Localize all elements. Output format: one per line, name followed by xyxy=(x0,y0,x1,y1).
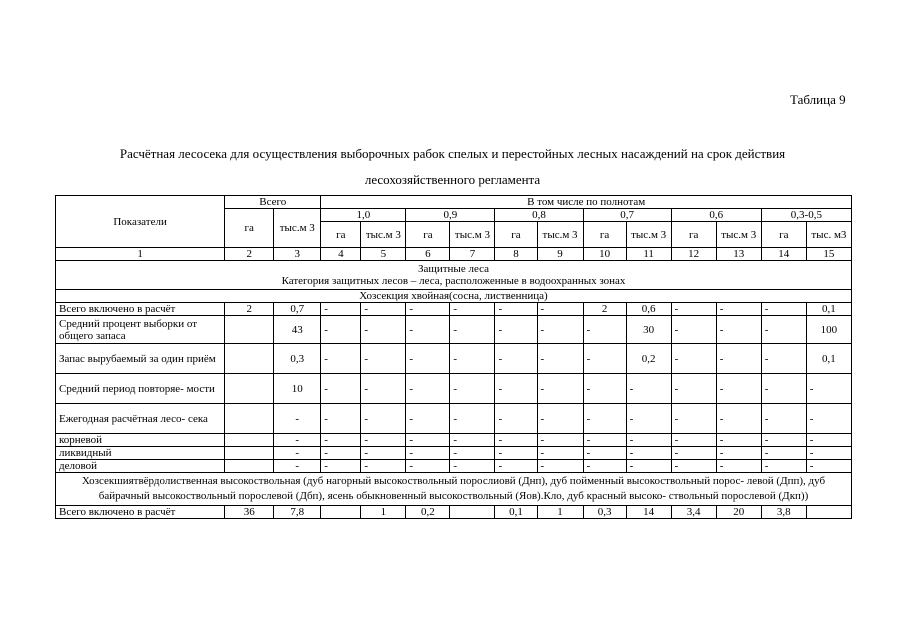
cell xyxy=(450,506,495,519)
cell: - xyxy=(321,344,361,374)
column-numbers-row xyxy=(56,248,852,261)
header-ha: га xyxy=(761,222,806,248)
cell: - xyxy=(583,447,626,460)
cell: - xyxy=(537,460,583,473)
col-number: 8 xyxy=(495,248,537,261)
table-number: Таблица 9 xyxy=(790,92,846,107)
header-density: 0,9 xyxy=(406,209,495,222)
col-number: 9 xyxy=(537,248,583,261)
cell xyxy=(225,434,274,447)
cell: - xyxy=(583,316,626,344)
cell: - xyxy=(450,344,495,374)
row-label: деловой xyxy=(56,460,225,473)
cell: - xyxy=(537,316,583,344)
cell: - xyxy=(495,344,537,374)
cell: - xyxy=(361,344,406,374)
section-category: Категория защитных лесов – леса, расположенные в водоохранных зонах xyxy=(281,275,626,287)
cell: - xyxy=(321,434,361,447)
cell: 0,3 xyxy=(583,506,626,519)
cell: - xyxy=(321,316,361,344)
cell: - xyxy=(761,434,806,447)
cell: - xyxy=(537,344,583,374)
cell: - xyxy=(671,404,716,434)
cell: - xyxy=(761,447,806,460)
cell xyxy=(225,344,274,374)
cell: - xyxy=(406,344,450,374)
cell: - xyxy=(450,303,495,316)
col-number: 11 xyxy=(626,248,671,261)
cell: 0,3 xyxy=(274,344,321,374)
row-label: Всего включено в расчёт xyxy=(56,506,225,519)
cell: - xyxy=(716,447,761,460)
header-volume: тыс. м3 xyxy=(806,222,851,248)
cell: - xyxy=(761,404,806,434)
cell: - xyxy=(671,303,716,316)
section-hardwood: Хозсекшиятвёрдолиственная высокоствольная (дуб нагорный высокоствольный порослиовй (Днп), дуб пойменный высокоствольный порос- левой (Дпп), дуб байрачный высокоствольный порослевой (Дбп), ясень обыкновенный высокоствольный (Яов).Кло, дуб красный высоко- ствольный порослевой (Дкп)) xyxy=(56,473,852,506)
cell: - xyxy=(406,303,450,316)
cell: - xyxy=(450,460,495,473)
cell: - xyxy=(806,404,851,434)
header-ha: га xyxy=(495,222,537,248)
header-ha: га xyxy=(321,222,361,248)
header-density: 0,7 xyxy=(583,209,671,222)
col-number: 4 xyxy=(321,248,361,261)
cell: - xyxy=(537,404,583,434)
cell: - xyxy=(274,460,321,473)
cell: 3,4 xyxy=(671,506,716,519)
cell: - xyxy=(806,434,851,447)
cell: - xyxy=(537,434,583,447)
cell: - xyxy=(806,460,851,473)
cell: - xyxy=(716,303,761,316)
cell: - xyxy=(716,460,761,473)
col-number: 12 xyxy=(671,248,716,261)
cell: - xyxy=(495,460,537,473)
hardwood-rows xyxy=(56,506,852,519)
header-volume: тыс.м 3 xyxy=(537,222,583,248)
header-indicators: Показатели xyxy=(56,196,225,248)
header-total-ha: га xyxy=(225,209,274,248)
cell: 100 xyxy=(806,316,851,344)
cell: - xyxy=(361,374,406,404)
cell: - xyxy=(716,316,761,344)
cell: 0,2 xyxy=(406,506,450,519)
cell: - xyxy=(321,303,361,316)
cell: - xyxy=(761,316,806,344)
cell: - xyxy=(450,374,495,404)
table-row xyxy=(56,344,852,374)
cell xyxy=(225,447,274,460)
cell: - xyxy=(761,374,806,404)
cell: - xyxy=(321,404,361,434)
cell: 7,8 xyxy=(274,506,321,519)
cell: - xyxy=(583,404,626,434)
cell: - xyxy=(495,374,537,404)
cell: - xyxy=(321,460,361,473)
cell: - xyxy=(671,434,716,447)
cell xyxy=(225,316,274,344)
cell: - xyxy=(537,447,583,460)
table-title-continued: лесохозяйственного регламента xyxy=(364,172,541,187)
cell: - xyxy=(716,344,761,374)
cell: 43 xyxy=(274,316,321,344)
cell: - xyxy=(671,447,716,460)
col-number: 1 xyxy=(56,248,225,261)
cell: - xyxy=(361,447,406,460)
cell: 10 xyxy=(274,374,321,404)
row-label: Всего включено в расчёт xyxy=(56,303,225,316)
cell xyxy=(225,374,274,404)
cell: - xyxy=(495,303,537,316)
cell: - xyxy=(406,434,450,447)
table-row xyxy=(56,404,852,434)
table-row xyxy=(56,460,852,473)
header-density: 0,6 xyxy=(671,209,761,222)
table-row xyxy=(56,506,852,519)
cell: - xyxy=(761,460,806,473)
table-row xyxy=(56,303,852,316)
row-label: Средний период повторяе- мости xyxy=(56,374,225,404)
cell: 0,6 xyxy=(626,303,671,316)
cell: - xyxy=(361,434,406,447)
row-label: корневой xyxy=(56,434,225,447)
cell: 0,2 xyxy=(626,344,671,374)
cell: 36 xyxy=(225,506,274,519)
cell: 20 xyxy=(716,506,761,519)
cell: - xyxy=(406,460,450,473)
row-label: Запас вырубаемый за один приём xyxy=(56,344,225,374)
col-number: 10 xyxy=(583,248,626,261)
col-number: 5 xyxy=(361,248,406,261)
cell: - xyxy=(406,374,450,404)
cell: - xyxy=(537,374,583,404)
cell: - xyxy=(761,303,806,316)
cell: 3,8 xyxy=(761,506,806,519)
section-protective-forests xyxy=(56,261,852,290)
cell: - xyxy=(626,374,671,404)
row-label: Средний процент выборки от общего запаса xyxy=(56,316,225,344)
cell: - xyxy=(626,447,671,460)
section-coniferous: Хозсекция хвойная(сосна, лиственница) xyxy=(56,290,852,303)
cell: 1 xyxy=(537,506,583,519)
header-incl-by-density: В том числе по полнотам xyxy=(321,196,852,209)
allowable-cut-table xyxy=(55,195,852,519)
cell: - xyxy=(361,460,406,473)
cell: - xyxy=(274,447,321,460)
col-number: 13 xyxy=(716,248,761,261)
cell: - xyxy=(716,374,761,404)
cell: - xyxy=(583,460,626,473)
header-volume: тыс.м 3 xyxy=(626,222,671,248)
cell: - xyxy=(495,404,537,434)
header-volume: тыс.м 3 xyxy=(361,222,406,248)
cell: - xyxy=(583,374,626,404)
cell: - xyxy=(450,404,495,434)
header-density: 0,8 xyxy=(495,209,583,222)
table-row xyxy=(56,434,852,447)
cell: - xyxy=(671,374,716,404)
cell: - xyxy=(671,344,716,374)
cell: - xyxy=(321,447,361,460)
header-density: 0,3-0,5 xyxy=(761,209,851,222)
table-row xyxy=(56,374,852,404)
cell: - xyxy=(671,460,716,473)
cell: - xyxy=(806,447,851,460)
cell: - xyxy=(406,404,450,434)
header-ha: га xyxy=(671,222,716,248)
header-volume: тыс.м 3 xyxy=(450,222,495,248)
header-volume: тыс.м 3 xyxy=(716,222,761,248)
table-row xyxy=(56,447,852,460)
cell: 1 xyxy=(361,506,406,519)
col-number: 7 xyxy=(450,248,495,261)
cell: - xyxy=(537,303,583,316)
cell: - xyxy=(406,447,450,460)
cell: - xyxy=(274,404,321,434)
cell: - xyxy=(361,316,406,344)
row-label: Ежегодная расчётная лесо- сека xyxy=(56,404,225,434)
cell: 0,1 xyxy=(806,344,851,374)
cell: - xyxy=(761,344,806,374)
cell: - xyxy=(626,404,671,434)
cell: - xyxy=(450,447,495,460)
cell: - xyxy=(361,303,406,316)
col-number: 3 xyxy=(274,248,321,261)
coniferous-rows xyxy=(56,303,852,473)
cell: - xyxy=(806,374,851,404)
cell: - xyxy=(716,434,761,447)
cell: - xyxy=(626,460,671,473)
cell: - xyxy=(274,434,321,447)
cell xyxy=(225,404,274,434)
cell: 0,1 xyxy=(495,506,537,519)
cell: 0,1 xyxy=(806,303,851,316)
header-total-volume: тыс.м 3 xyxy=(274,209,321,248)
cell: - xyxy=(495,447,537,460)
header-density: 1,0 xyxy=(321,209,406,222)
cell: - xyxy=(321,374,361,404)
cell: 2 xyxy=(583,303,626,316)
cell: - xyxy=(450,434,495,447)
cell: - xyxy=(361,404,406,434)
cell xyxy=(321,506,361,519)
cell: - xyxy=(583,434,626,447)
cell: - xyxy=(450,316,495,344)
header-ha: га xyxy=(583,222,626,248)
cell: - xyxy=(495,316,537,344)
col-number: 14 xyxy=(761,248,806,261)
table-row xyxy=(56,316,852,344)
cell: - xyxy=(583,344,626,374)
section-title: Защитные леса xyxy=(417,263,489,275)
row-label: ликвидный xyxy=(56,447,225,460)
cell: - xyxy=(716,404,761,434)
cell: - xyxy=(626,434,671,447)
cell: 2 xyxy=(225,303,274,316)
col-number: 2 xyxy=(225,248,274,261)
col-number: 15 xyxy=(806,248,851,261)
cell xyxy=(225,460,274,473)
table-title: Расчётная лесосека для осуществления выборочных рабок спелых и перестойных лесных насаждений на срок действия xyxy=(119,146,786,161)
cell: 14 xyxy=(626,506,671,519)
cell xyxy=(806,506,851,519)
cell: - xyxy=(671,316,716,344)
cell: - xyxy=(495,434,537,447)
cell: 0,7 xyxy=(274,303,321,316)
cell: 30 xyxy=(626,316,671,344)
header-ha: га xyxy=(406,222,450,248)
col-number: 6 xyxy=(406,248,450,261)
cell: - xyxy=(406,316,450,344)
header-total: Всего xyxy=(225,196,321,209)
